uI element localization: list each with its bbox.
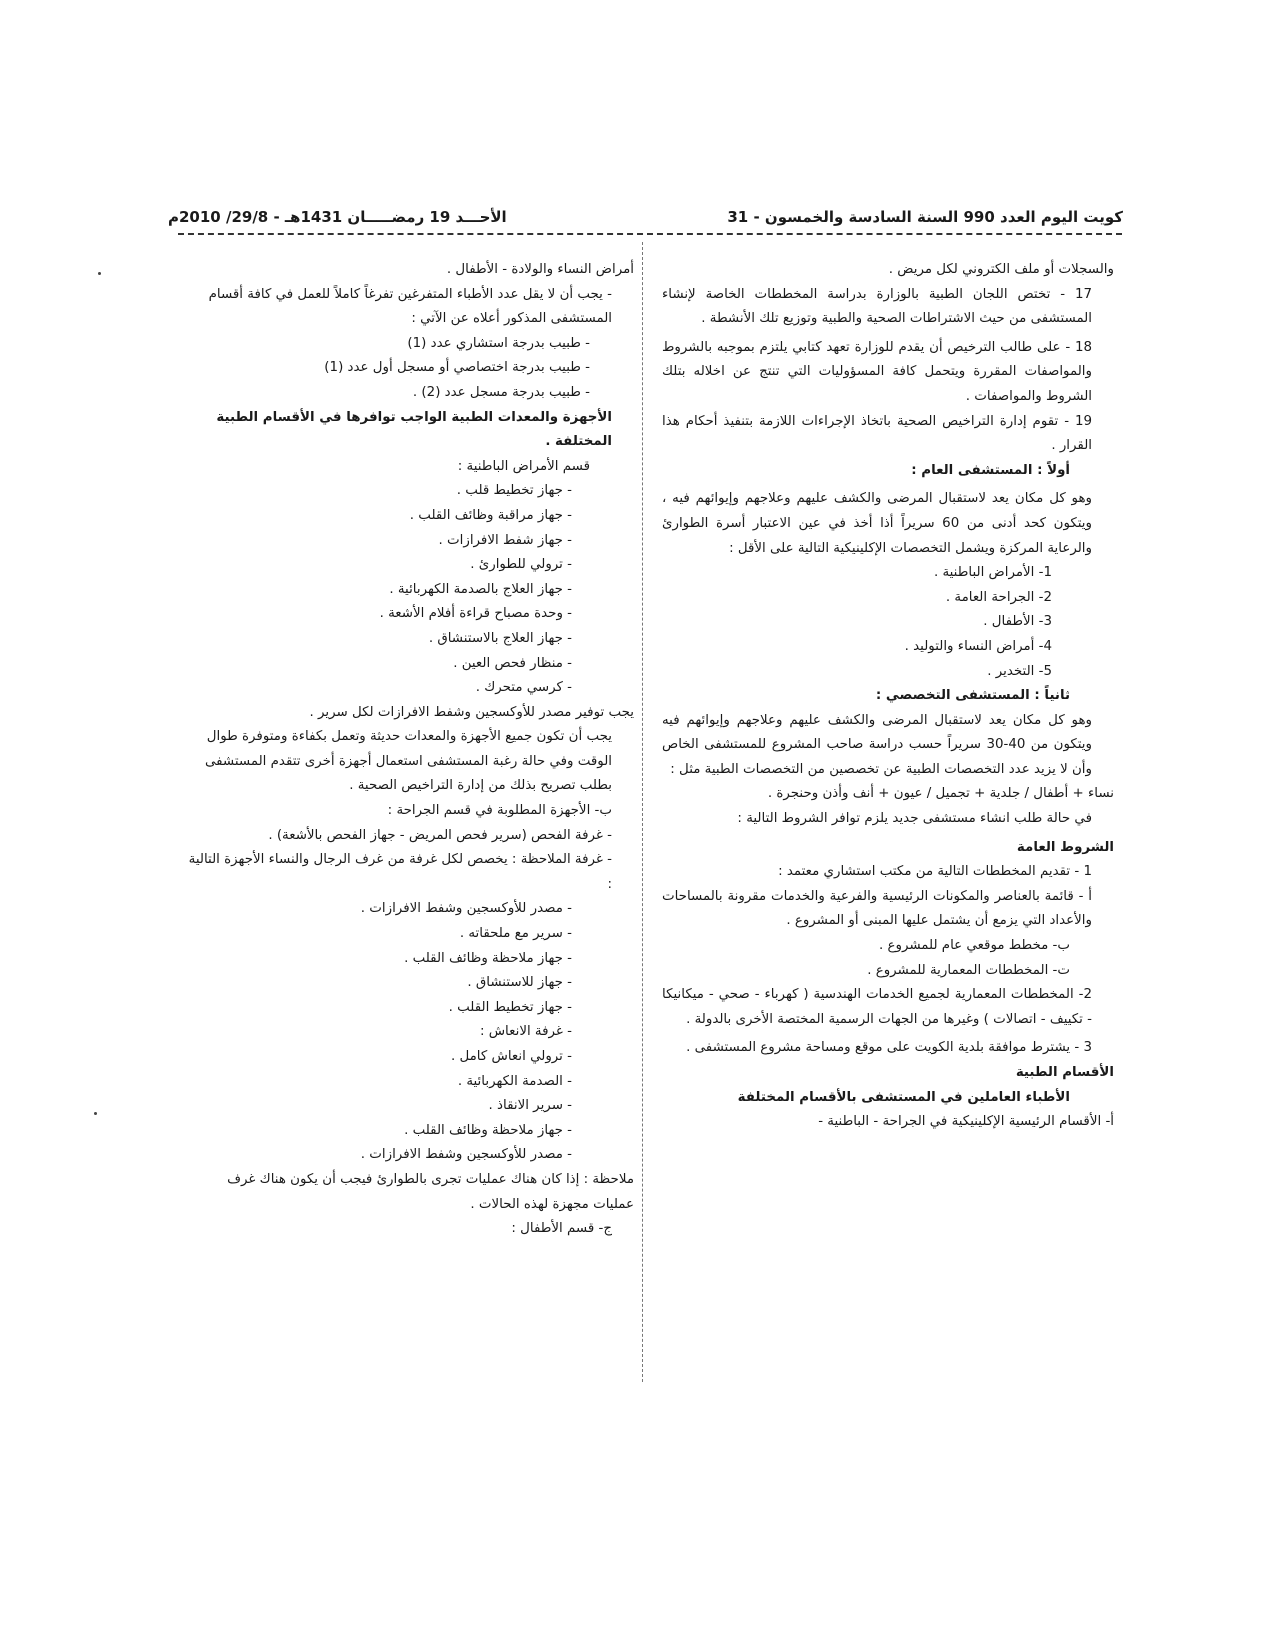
paragraph: - الصدمة الكهربائية . xyxy=(457,1073,572,1089)
header-issue: كويت اليوم العدد 990 السنة السادسة والخمسون - 31 xyxy=(727,208,1123,226)
page-header xyxy=(168,204,1123,230)
paragraph: - سرير مع ملحقاته . xyxy=(459,926,572,942)
paragraph: - سرير الانقاذ . xyxy=(488,1098,572,1114)
paragraph: قسم الأمراض الباطنية : xyxy=(457,458,590,474)
paragraph: الأطباء العاملين في المستشفى بالأقسام المختلفة xyxy=(737,1089,1070,1105)
paragraph: الأجهزة والمعدات الطبية الواجب توافرها في الأقسام الطبية المختلفة . xyxy=(216,409,612,450)
paragraph: - منظار فحص العين . xyxy=(453,655,572,671)
paragraph: ت- المخططات المعمارية للمشروع . xyxy=(867,962,1070,978)
column-divider xyxy=(642,242,643,1382)
paragraph: 2- المخططات المعمارية لجميع الخدمات الهندسية ( كهرباء - صحي - ميكانيكا - تكييف - اتصالات ) وغيرها من الجهات الرسمية المختصة الأخرى بالدولة . xyxy=(662,987,1092,1027)
paragraph: - غرفة الملاحظة : يخصص لكل غرفة من غرف الرجال والنساء الأجهزة التالية : xyxy=(188,852,612,892)
right-column xyxy=(662,258,1114,1135)
paragraph: - ترولي للطوارئ . xyxy=(470,557,572,573)
paragraph: - يجب أن لا يقل عدد الأطباء المتفرغين تفرغاً كاملاً للعمل في كافة أقسام المستشفى المذكور أعلاه عن الآتي : xyxy=(208,286,612,327)
paragraph: وهو كل مكان يعد لاستقبال المرضى والكشف عليهم وعلاجهم وإيوائهم فيه ، ويتكون كحد أدنى من 60 سريراً أذا أخذ في عين الاعتبار أسرة الطوارئ والرعاية المركزة ويشمل التخصصات الإكلينيكية التالية على الأقل : xyxy=(662,491,1092,556)
paragraph: ثانياً : المستشفى التخصصي : xyxy=(875,688,1070,704)
paragraph: أ- الأقسام الرئيسية الإكلينيكية في الجراحة - الباطنية - xyxy=(818,1114,1114,1130)
paragraph: 19 - تقوم إدارة التراخيص الصحية باتخاذ الإجراءات اللازمة بتنفيذ أحكام هذا القرار . xyxy=(662,413,1092,454)
paragraph: 1- الأمراض الباطنية . xyxy=(933,565,1052,581)
paragraph: 3 - يشترط موافقة بلدية الكويت على موقع ومساحة مشروع المستشفى . xyxy=(686,1040,1092,1056)
paragraph: 3- الأطفال . xyxy=(983,614,1052,630)
header-rule xyxy=(178,233,1122,235)
paragraph: - ترولي انعاش كامل . xyxy=(450,1049,572,1064)
paragraph: - غرفة الفحص (سرير فحص المريض - جهاز الفحص بالأشعة) . xyxy=(268,827,612,843)
paragraph: ب- مخطط موقعي عام للمشروع . xyxy=(878,938,1070,954)
paragraph: - طبيب بدرجة مسجل عدد (2) . xyxy=(412,384,590,400)
paragraph: - جهاز مراقبة وظائف القلب . xyxy=(409,507,572,523)
paragraph: وهو كل مكان يعد لاستقبال المرضى والكشف عليهم وعلاجهم وإيوائهم فيه ويتكون من 40-30 سريراً حسب دراسة صاحب المشروع للمستشفى الخاص وأن لا يزيد عدد التخصصات الطبية عن تخصصين من التخصصات الطبية مثل : xyxy=(662,712,1092,777)
paragraph: - جهاز تخطيط قلب . xyxy=(456,483,572,499)
paragraph: - طبيب بدرجة استشاري عدد (1) xyxy=(407,335,590,351)
paragraph: ملاحظة : إذا كان هناك عمليات تجرى بالطوارئ فيجب أن يكون هناك غرف عمليات مجهزة لهذه الحالات . xyxy=(227,1171,634,1212)
paragraph: ب- الأجهزة المطلوبة في قسم الجراحة : xyxy=(387,803,612,819)
paragraph: - جهاز العلاج بالاستنشاق . xyxy=(428,630,572,646)
paragraph: - وحدة مصباح قراءة أفلام الأشعة . xyxy=(379,606,572,622)
paragraph: أمراض النساء والولادة - الأطفال . xyxy=(446,262,634,277)
paragraph: يجب توفير مصدر للأوكسجين وشفط الافرازات لكل سرير . xyxy=(309,704,634,720)
paragraph: - جهاز العلاج بالصدمة الكهربائية . xyxy=(389,581,572,597)
left-column xyxy=(186,258,634,1242)
scan-speck xyxy=(98,272,101,275)
paragraph: نساء + أطفال / جلدية + تجميل / عيون + أنف وأذن وحنجرة . xyxy=(767,786,1114,802)
header-date: الأحـــد 19 رمضـــــان 1431هـ - 29/8/ 2010م xyxy=(168,208,507,226)
paragraph: - جهاز للاستنشاق . xyxy=(467,975,572,991)
scan-speck xyxy=(94,1112,97,1115)
paragraph: أ - قائمة بالعناصر والمكونات الرئيسية والفرعية والخدمات مقرونة بالمساحات والأعداد التي يزمع أن يشتمل عليها المبنى أو المشروع . xyxy=(662,888,1092,929)
paragraph: - غرفة الانعاش : xyxy=(479,1024,572,1040)
paragraph: - جهاز تخطيط القلب . xyxy=(448,999,572,1015)
paragraph: 18 - على طالب الترخيص أن يقدم للوزارة تعهد كتابي يلتزم بموجبه بالشروط والمواصفات المقررة ويتحمل كافة المسؤوليات التي تنتج عن اخلاله بتلك الشروط والمواصفات . xyxy=(662,339,1092,404)
paragraph: أولاً : المستشفى العام : xyxy=(911,462,1070,478)
paragraph: - كرسي متحرك . xyxy=(475,680,572,696)
paragraph: والسجلات أو ملف الكتروني لكل مريض . xyxy=(888,262,1114,277)
paragraph: 2- الجراحة العامة . xyxy=(945,589,1052,605)
paragraph: 17 - تختص اللجان الطبية بالوزارة بدراسة المخططات الخاصة لإنشاء المستشفى من حيث الاشتراطات الصحية والطبية وتوزيع تلك الأنشطة . xyxy=(662,286,1092,327)
paragraph: - طبيب بدرجة اختصاصي أو مسجل أول عدد (1) xyxy=(324,360,590,376)
paragraph: - جهاز ملاحظة وظائف القلب . xyxy=(404,1122,572,1138)
paragraph: في حالة طلب انشاء مستشفى جديد يلزم توافر الشروط التالية : xyxy=(737,811,1092,827)
paragraph: الشروط العامة xyxy=(1016,839,1114,855)
paragraph: - جهاز ملاحظة وظائف القلب . xyxy=(404,950,572,966)
paragraph: 4- أمراض النساء والتوليد . xyxy=(904,638,1052,654)
paragraph: الأقسام الطبية xyxy=(1015,1065,1114,1080)
paragraph: يجب أن تكون جميع الأجهزة والمعدات حديثة وتعمل بكفاءة ومتوفرة طوال الوقت وفي حالة رغبة المستشفى استعمال أجهزة أخرى تتقدم المستشفى بطلب تصريح بذلك من إدارة التراخيص الصحية . xyxy=(204,729,612,794)
paragraph: 1 - تقديم المخططات التالية من مكتب استشاري معتمد : xyxy=(778,864,1092,880)
paragraph: 5- التخدير . xyxy=(987,663,1052,679)
paragraph: ج- قسم الأطفال : xyxy=(511,1221,612,1237)
paragraph: - مصدر للأوكسجين وشفط الافرازات . xyxy=(360,901,572,917)
paragraph: - جهاز شفط الافرازات . xyxy=(438,532,572,548)
paragraph: - مصدر للأوكسجين وشفط الافرازات . xyxy=(360,1147,572,1163)
